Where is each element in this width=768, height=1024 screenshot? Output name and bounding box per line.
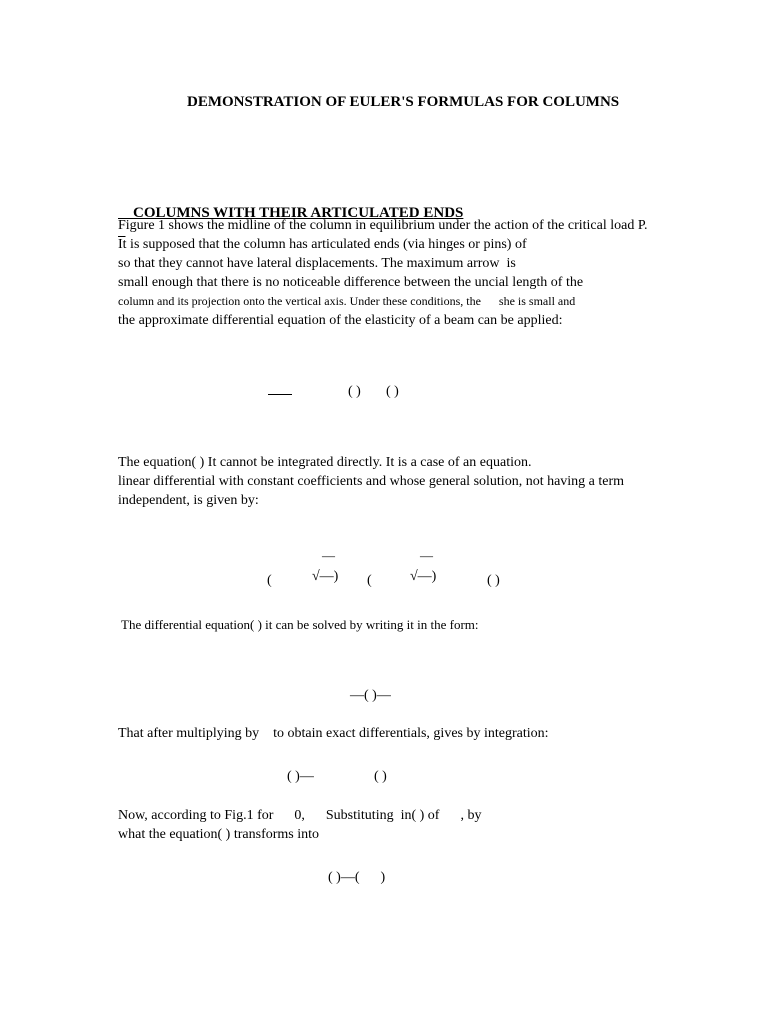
- intro-line: It is supposed that the column has articulated ends (via hinges or pins) of: [118, 237, 527, 252]
- equation-1-left-tag: ( ): [348, 384, 361, 399]
- paragraph-5-line: Now, according to Fig.1 for 0, Substituting in( ) of , by: [118, 808, 482, 823]
- paragraph-3: The differential equation( ) it can be solved by writing it in the form:: [118, 617, 479, 632]
- paragraph-2-line: The equation( ) It cannot be integrated directly. It is a case of an equation.: [118, 455, 532, 470]
- paragraph-2-line: independent, is given by:: [118, 493, 259, 508]
- equation-2-sqrt-term: √—): [410, 569, 437, 584]
- page-title: DEMONSTRATION OF EULER'S FORMULAS FOR COLUMNS: [187, 94, 620, 110]
- equation-2-open-paren: (: [267, 573, 272, 588]
- equation-2-bar: —: [322, 548, 335, 563]
- equation-1-right-tag: ( ): [386, 384, 399, 399]
- paragraph-5-line: what the equation( ) transforms into: [118, 827, 320, 842]
- equation-5: ( )—( ): [328, 870, 386, 885]
- intro-line: small enough that there is no noticeable difference between the uncial length of the: [118, 275, 584, 290]
- paragraph-4: That after multiplying by to obtain exact differentials, gives by integration:: [118, 726, 549, 741]
- intro-line: column and its projection onto the vertical axis. Under these conditions, the she is small and: [118, 294, 576, 308]
- section-heading-rest: NDS: [433, 205, 464, 221]
- equation-3: —( )—: [350, 688, 391, 703]
- intro-line: so that they cannot have lateral displacements. The maximum arrow is: [118, 256, 516, 271]
- section-heading-underlined: COLUMNS WITH THEIR ARTICULATED E: [133, 205, 434, 221]
- equation-2-open-paren: (: [367, 573, 372, 588]
- equation-4-left: ( )—: [287, 769, 314, 784]
- equation-2-tag: ( ): [487, 573, 500, 588]
- equation-4-right: ( ): [374, 769, 387, 784]
- fraction-bar: [268, 394, 292, 395]
- intro-line: Figure 1 shows the midline of the column in equilibrium under the action of the critical load P.: [118, 218, 648, 233]
- equation-2-bar: —: [420, 548, 433, 563]
- equation-2-sqrt-term: √—): [312, 569, 339, 584]
- intro-line: the approximate differential equation of the elasticity of a beam can be applied:: [118, 313, 563, 328]
- paragraph-2-line: linear differential with constant coefficients and whose general solution, not having a term: [118, 474, 625, 489]
